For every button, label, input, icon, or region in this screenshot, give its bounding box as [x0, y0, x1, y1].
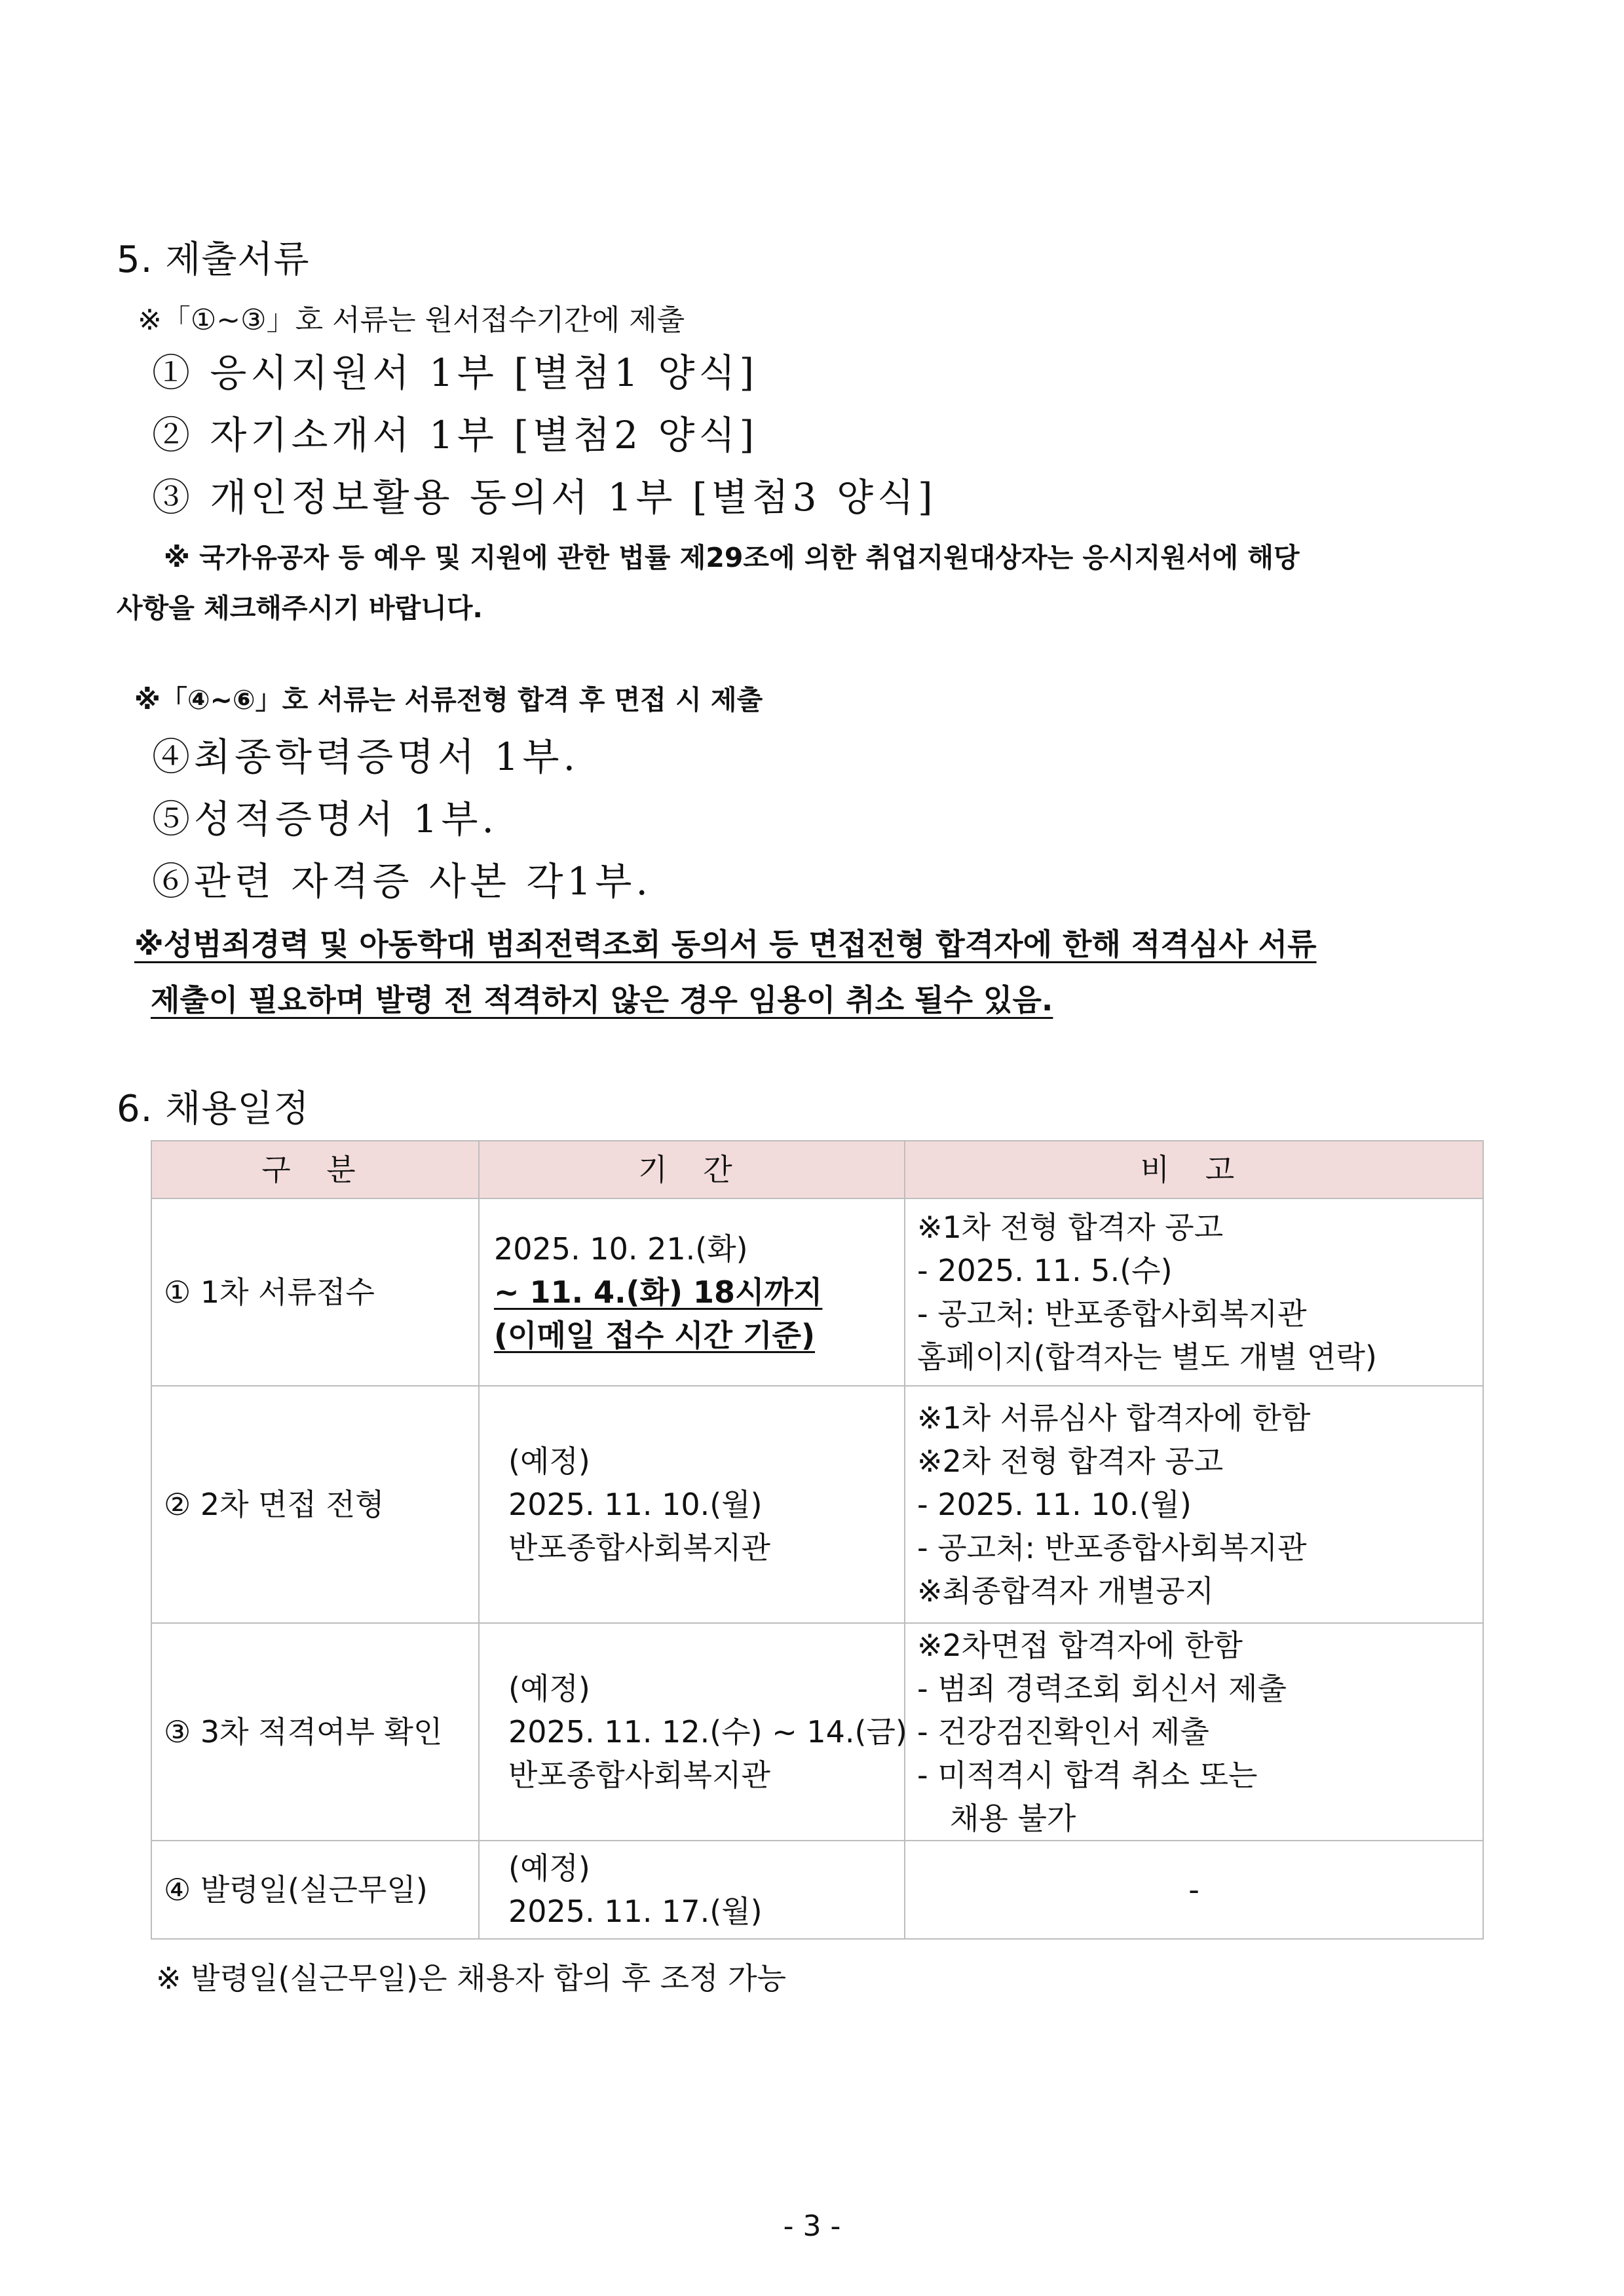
remarks-cell: - [905, 1841, 1483, 1939]
period-line: 2025. 11. 17.(월) [508, 1894, 763, 1929]
period-line: 반포종합사회복지관 [508, 1757, 770, 1793]
appointment-date-footnote: ※ 발령일(실근무일)은 채용자 합의 후 조정 가능 [156, 1961, 787, 1996]
period-line: 반포종합사회복지관 [508, 1530, 770, 1565]
veteran-note-line2: 사항을 체크해주시기 바랍니다. [117, 592, 483, 624]
period-line: 2025. 11. 10.(월) [508, 1487, 763, 1522]
table-row [151, 1841, 1483, 1939]
document-item-3: ③ 개인정보활용 동의서 1부 [별첨3 양식] [152, 475, 937, 520]
section6-title: 6. 채용일정 [117, 1088, 310, 1130]
recruitment-schedule-table [151, 1140, 1484, 1940]
background-check-warning-line2: 제출이 필요하며 발령 전 적격하지 않은 경우 임용이 취소 될수 있음. [151, 982, 1053, 1018]
interview-submit-note: ※「④~⑥」호 서류는 서류전형 합격 후 면접 시 제출 [134, 684, 763, 716]
table-row [151, 1198, 1483, 1386]
deadline-line: ~ 11. 4.(화) 18시까지 [494, 1274, 823, 1310]
period-line: 2025. 11. 12.(수) ~ 14.(금) [508, 1714, 907, 1750]
table-row [151, 1623, 1483, 1841]
table-header-row [151, 1141, 1483, 1198]
remark-line: ※1차 서류심사 합격자에 한함 [917, 1400, 1311, 1436]
submit-period-note: ※「①~③」호 서류는 원서접수기간에 제출 [138, 303, 685, 337]
document-item-4: ④최종학력증명서 1부. [152, 735, 579, 779]
period-cell [479, 1198, 905, 1386]
remark-line: 채용 불가 [950, 1801, 1076, 1836]
document-item-2: ② 자기소개서 1부 [별첨2 양식] [152, 413, 759, 457]
remarks-cell [905, 1198, 1483, 1386]
document-item-5: ⑤성적증명서 1부. [152, 797, 498, 841]
stage-cell: ④ 발령일(실근무일) [151, 1841, 479, 1939]
remark-line: ※2차 전형 합격자 공고 [917, 1444, 1224, 1479]
period-cell [479, 1623, 905, 1841]
remark-line: 홈페이지(합격자는 별도 개별 연락) [917, 1339, 1377, 1375]
period-line: 2025. 10. 21.(화) [494, 1231, 748, 1267]
veteran-note-line1: ※ 국가유공자 등 예우 및 지원에 관한 법률 제29조에 의한 취업지원대상자는 응시지원서에 해당 [164, 542, 1300, 573]
remark-line: ※2차면접 합격자에 한함 [917, 1628, 1243, 1663]
table-row [151, 1386, 1483, 1623]
document-item-6: ⑥관련 자격증 사본 각1부. [152, 859, 652, 904]
header-stage: 구 분 [151, 1141, 479, 1198]
remark-line: - 공고처: 반포종합사회복지관 [917, 1530, 1307, 1565]
header-remarks: 비 고 [905, 1141, 1483, 1198]
stage-cell: ① 1차 서류접수 [151, 1198, 479, 1386]
remark-line: ※최종합격자 개별공지 [917, 1573, 1215, 1609]
remark-line: - 미적격시 합격 취소 또는 [917, 1757, 1258, 1793]
remarks-cell [905, 1386, 1483, 1623]
remark-line: - 2025. 11. 10.(월) [917, 1487, 1192, 1522]
header-period: 기 간 [479, 1141, 905, 1198]
background-check-warning-line1: ※성범죄경력 및 아동학대 범죄전력조회 동의서 등 면접전형 합격자에 한해 적격심사 서류 [134, 927, 1317, 962]
stage-cell: ② 2차 면접 전형 [151, 1386, 479, 1623]
period-line: (예정) [508, 1671, 590, 1706]
remark-line: - 2025. 11. 5.(수) [917, 1253, 1173, 1288]
period-line: (예정) [508, 1850, 590, 1886]
remark-line: - 범죄 경력조회 회신서 제출 [917, 1671, 1287, 1706]
stage-cell: ③ 3차 적격여부 확인 [151, 1623, 479, 1841]
section5-title: 5. 제출서류 [117, 239, 310, 281]
period-line: (예정) [508, 1444, 590, 1479]
page-number: - 3 - [783, 2210, 841, 2243]
remarks-cell [905, 1623, 1483, 1841]
deadline-basis-line: (이메일 접수 시간 기준) [494, 1318, 816, 1353]
document-item-1: ① 응시지원서 1부 [별첨1 양식] [152, 351, 759, 395]
period-cell [479, 1841, 905, 1939]
remark-line: - 건강검진확인서 제출 [917, 1714, 1209, 1750]
remark-line: ※1차 전형 합격자 공고 [917, 1210, 1224, 1245]
remark-line: - 공고처: 반포종합사회복지관 [917, 1296, 1307, 1331]
period-cell [479, 1386, 905, 1623]
